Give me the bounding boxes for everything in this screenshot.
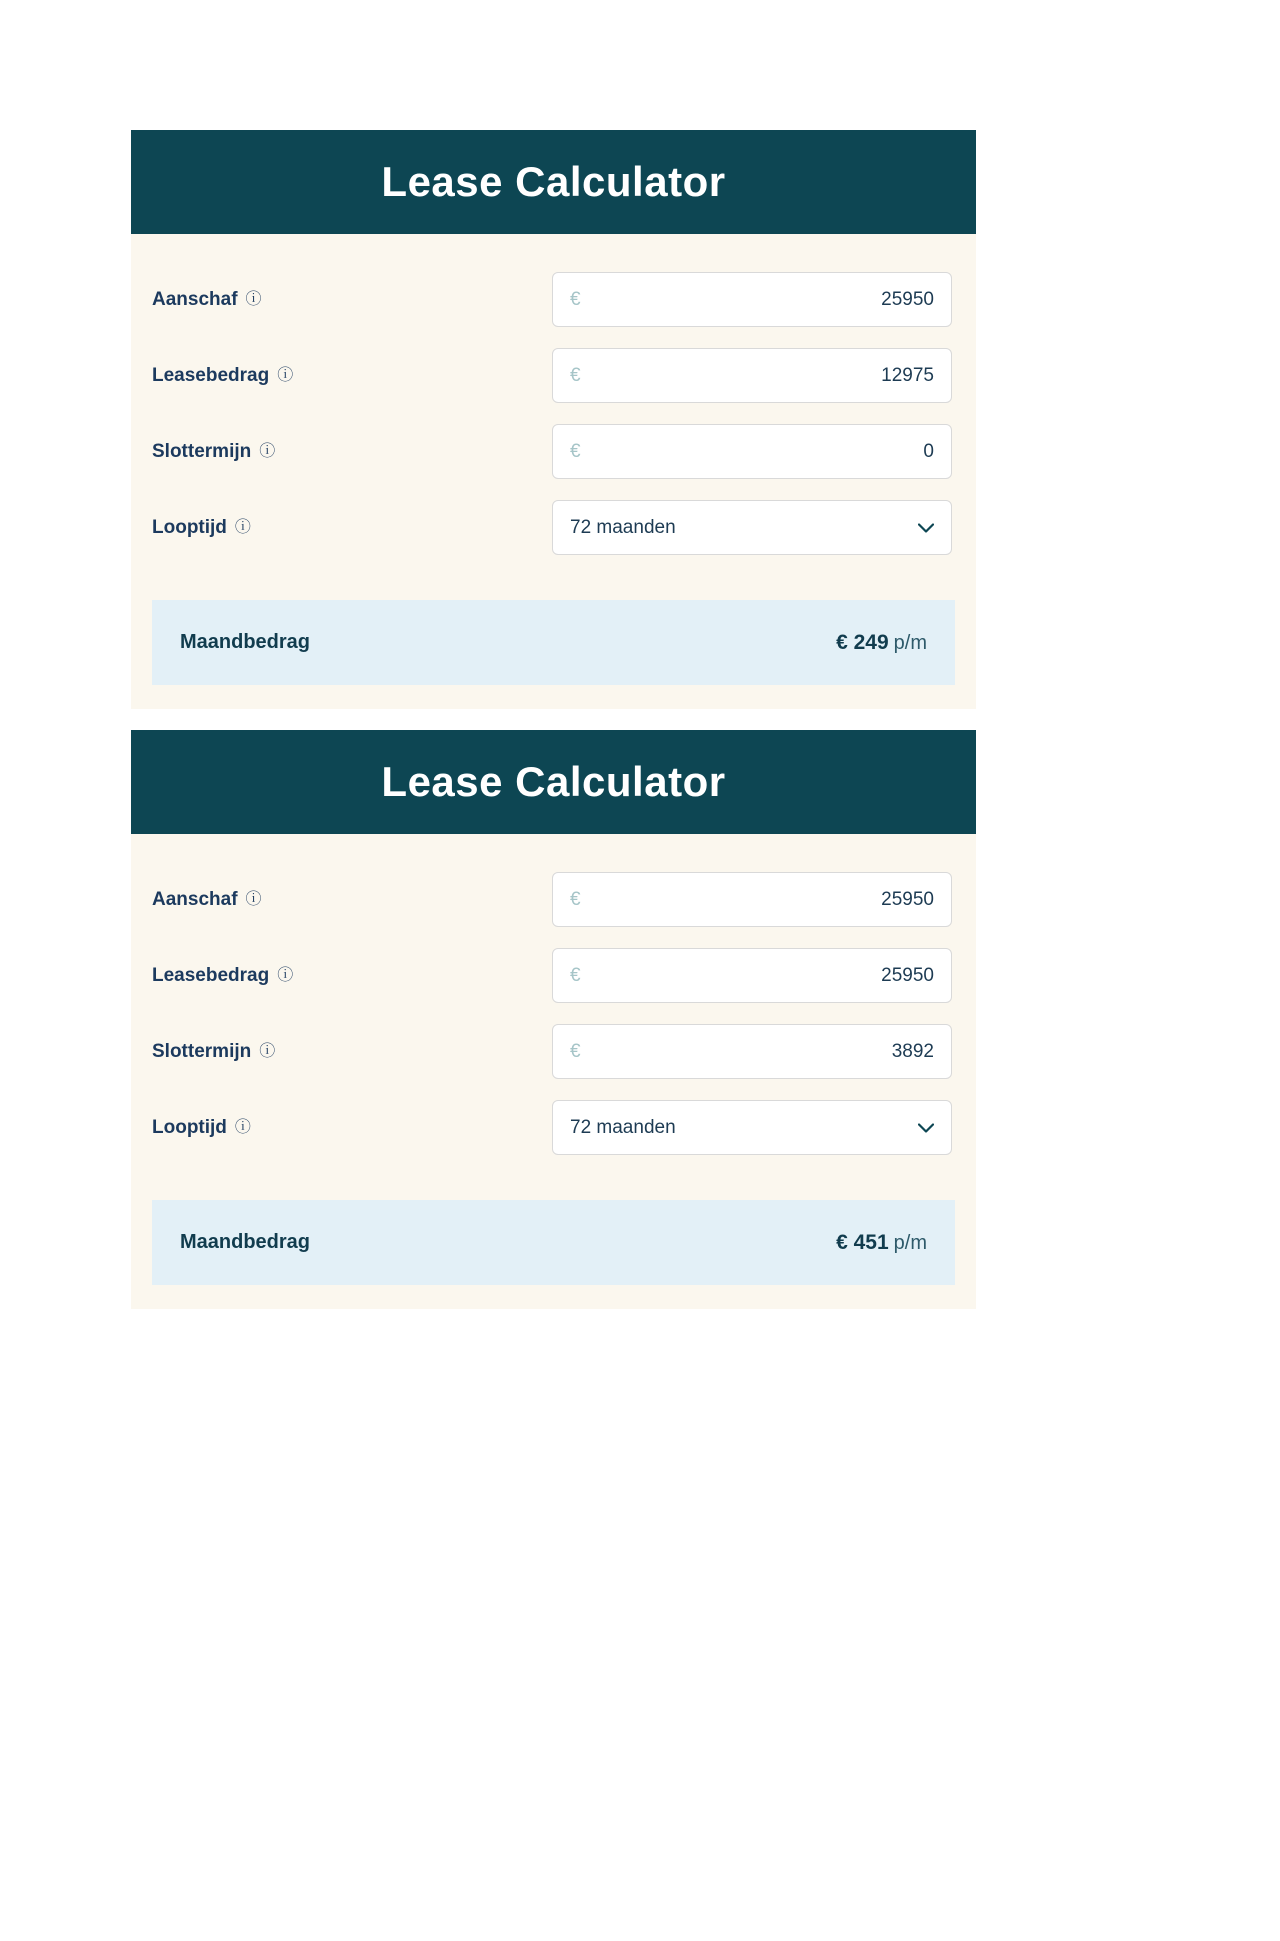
looptijd-selected-value: 72 maanden (570, 516, 676, 538)
slottermijn-label: Slottermijn (152, 1040, 252, 1062)
info-icon[interactable]: ⓘ (234, 518, 251, 536)
leasebedrag-input[interactable] (581, 365, 934, 387)
slottermijn-field[interactable] (552, 1024, 952, 1079)
result-amount: € 249 (836, 630, 889, 654)
info-icon[interactable]: ⓘ (259, 1042, 276, 1060)
result-value (836, 631, 927, 655)
looptijd-label-group (152, 517, 552, 539)
leasebedrag-label-group (152, 365, 552, 387)
leasebedrag-label: Leasebedrag (152, 364, 270, 386)
aanschaf-field[interactable] (552, 872, 952, 927)
aanschaf-label-group (152, 889, 552, 911)
looptijd-label-group (152, 1117, 552, 1139)
slottermijn-input[interactable] (581, 1041, 934, 1063)
result-row (152, 600, 955, 685)
slottermijn-row (152, 1024, 955, 1079)
result-amount: € 451 (836, 1230, 889, 1254)
aanschaf-input[interactable] (581, 289, 934, 311)
calculator-body (131, 234, 976, 709)
looptijd-label: Looptijd (152, 516, 227, 538)
looptijd-label: Looptijd (152, 1116, 227, 1138)
euro-prefix: € (570, 288, 581, 310)
result-label: Maandbedrag (180, 1231, 311, 1253)
slottermijn-label-group (152, 1041, 552, 1063)
info-icon[interactable]: ⓘ (259, 442, 276, 460)
result-value (836, 1231, 927, 1255)
calculator-title: Lease Calculator (381, 158, 726, 205)
info-icon[interactable]: ⓘ (234, 1118, 251, 1136)
leasebedrag-field[interactable] (552, 348, 952, 403)
leasebedrag-label-group (152, 965, 552, 987)
result-suffix: p/m (893, 631, 927, 654)
looptijd-row (152, 1100, 955, 1155)
calculator-title: Lease Calculator (381, 758, 726, 805)
leasebedrag-input[interactable] (581, 965, 934, 987)
aanschaf-label: Aanschaf (152, 288, 238, 310)
calculator-header (131, 130, 976, 234)
lease-calculator-2 (131, 730, 976, 1309)
info-icon[interactable]: ⓘ (245, 890, 262, 908)
info-icon[interactable]: ⓘ (245, 290, 262, 308)
lease-calculator-1 (131, 130, 976, 709)
slottermijn-label: Slottermijn (152, 440, 252, 462)
looptijd-row (152, 500, 955, 555)
aanschaf-row (152, 272, 955, 327)
euro-prefix: € (570, 440, 581, 462)
chevron-down-icon (918, 523, 934, 533)
slottermijn-input[interactable] (581, 441, 934, 463)
leasebedrag-label: Leasebedrag (152, 964, 270, 986)
result-label: Maandbedrag (180, 631, 311, 653)
result-suffix: p/m (893, 1231, 927, 1254)
aanschaf-row (152, 872, 955, 927)
aanschaf-label-group (152, 289, 552, 311)
looptijd-select[interactable] (552, 500, 952, 555)
leasebedrag-field[interactable] (552, 948, 952, 1003)
euro-prefix: € (570, 888, 581, 910)
euro-prefix: € (570, 364, 581, 386)
looptijd-select[interactable] (552, 1100, 952, 1155)
euro-prefix: € (570, 1040, 581, 1062)
euro-prefix: € (570, 964, 581, 986)
result-row (152, 1200, 955, 1285)
info-icon[interactable]: ⓘ (277, 966, 294, 984)
slottermijn-row (152, 424, 955, 479)
looptijd-selected-value: 72 maanden (570, 1116, 676, 1138)
leasebedrag-row (152, 948, 955, 1003)
calculator-body (131, 834, 976, 1309)
aanschaf-label: Aanschaf (152, 888, 238, 910)
slottermijn-field[interactable] (552, 424, 952, 479)
chevron-down-icon (918, 1123, 934, 1133)
slottermijn-label-group (152, 441, 552, 463)
aanschaf-input[interactable] (581, 889, 934, 911)
info-icon[interactable]: ⓘ (277, 366, 294, 384)
leasebedrag-row (152, 348, 955, 403)
calculator-header (131, 730, 976, 834)
aanschaf-field[interactable] (552, 272, 952, 327)
